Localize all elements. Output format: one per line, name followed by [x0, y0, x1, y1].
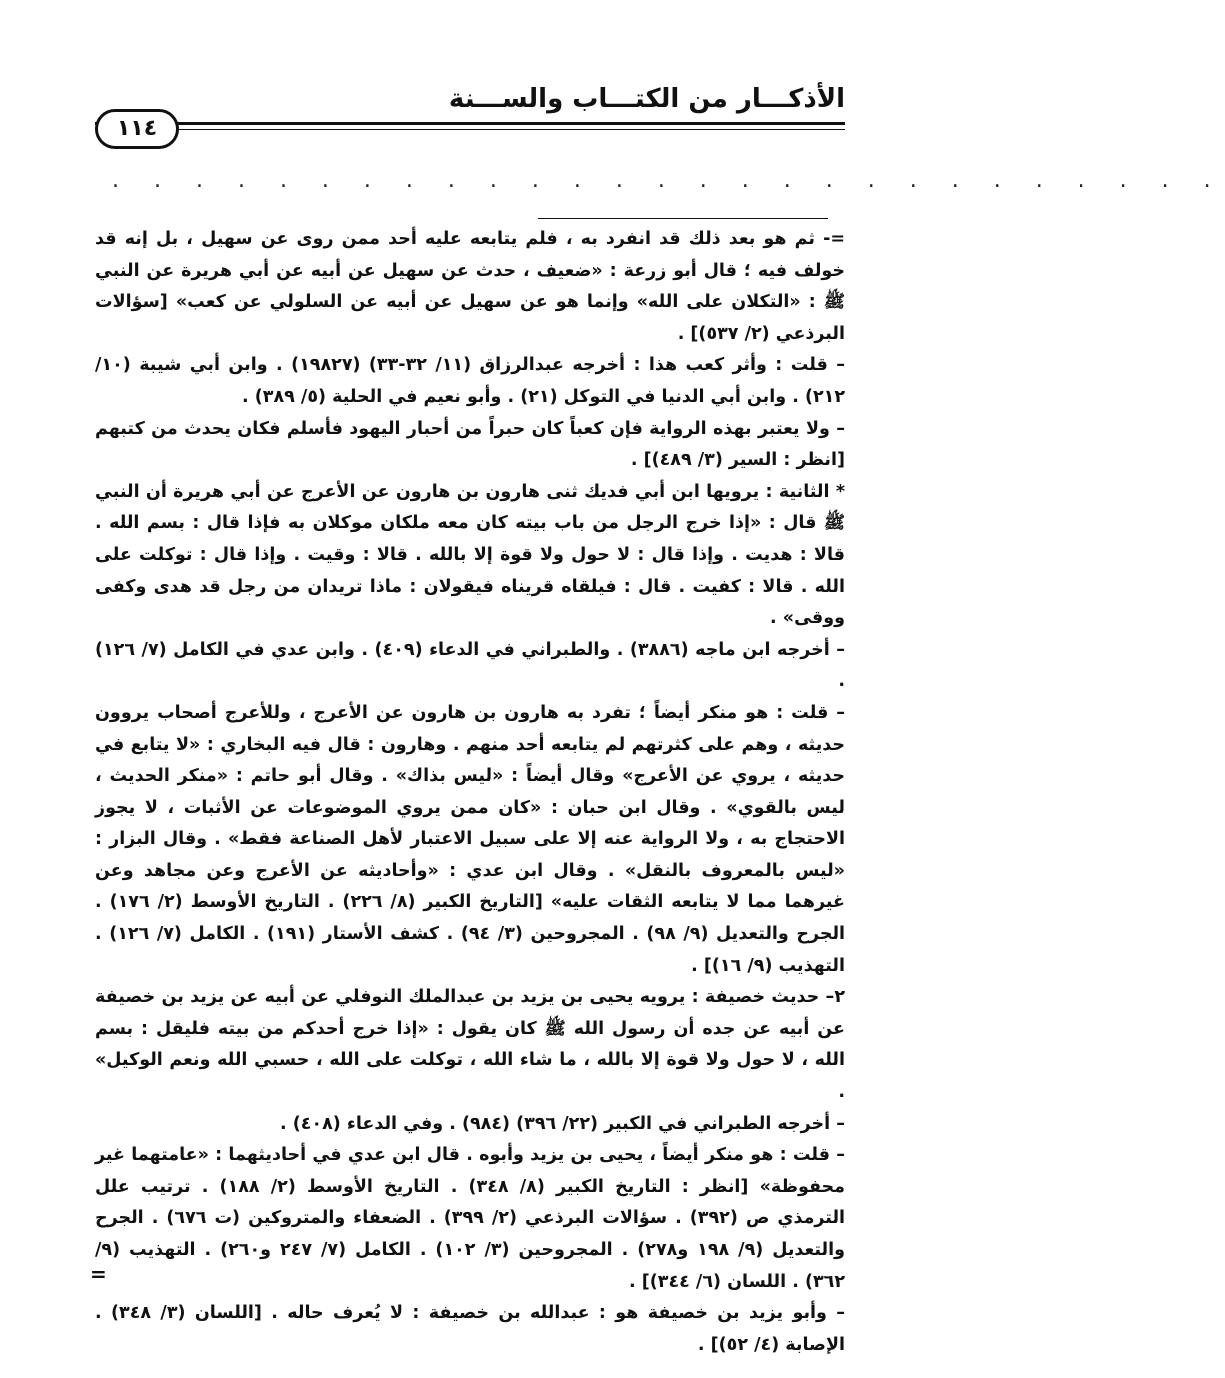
paragraph: * الثانية : يرويها ابن أبي فديك ثنى هارون بن هارون عن الأعرج عن أبي هريرة أن النبي ﷺ قال : «إذا خرج الرجل من باب بيته كان معه ملكان موكلان به فإذا قال : بسم الله . قالا : هديت . وإذا قال : لا حول ولا قوة إلا بالله . قالا : وقيت . وإذا قال : توكلت على الله . قالا : كفيت . قال : فيلقاه قريناه فيقولان : ماذا تريدان من رجل قد هدى وكفى ووقى» . — [95, 481, 845, 629]
paragraph: – قلت : هو منكر أيضاً ، يحيى بن يزيد وأبوه . قال ابن عدي في أحاديثهما : «عامتهما غير محفوظة» [انظر : التاريخ الكبير (٨/ ٣٤٨) . التاريخ الأوسط (٢/ ١٨٨) . ترتيب علل الترمذي ص (٣٩٢) . سؤالات البرذعي (٢/ ٣٩٩) . الضعفاء والمتروكين (ت ٦٧٦) . الجرح والتعديل (٩/ ١٩٨ و٢٧٨) . المجروحين (٣/ ١٠٢) . الكامل (٧/ ٢٤٧ و٢٦٠) . التهذيب (٩/ ٣٦٢) . اللسان (٦/ ٣٤٤)] . — [95, 1145, 846, 1292]
footnote-text — [95, 224, 845, 1361]
dotted-separator: . . . . . . . . . . . . . . . . . . . . . . . . . . . — [112, 168, 1225, 193]
paragraph: – أخرجه الطبراني في الكبير (٢٢/ ٣٩٦) (٩٨٤) . وفي الدعاء (٤٠٨) . — [279, 1113, 845, 1134]
paragraph: =- ثم هو بعد ذلك قد انفرد به ، فلم يتابعه عليه أحد ممن روى عن سهيل ، بل إنه قد خولف فيه ؛ قال أبو زرعة : «ضعيف ، حدث عن سهيل عن أبيه عن أبي هريرة عن النبي ﷺ : «التكلان على الله» وإنما هو عن سهيل عن أبيه عن السلولي عن كعب» [سؤالات البرذعي (٢/ ٥٣٧)] . — [95, 229, 845, 344]
paragraph: – ولا يعتبر بهذه الرواية فإن كعباً كان حبراً من أحبار اليهود فأسلم فكان يحدث من كتبهم [انظر : السير (٣/ ٤٨٩)] . — [95, 418, 845, 471]
page-number: ١١٤ — [95, 109, 179, 149]
running-title: الأذكـــار من الكتـــاب والســـنة — [448, 84, 845, 114]
continuation-mark: = — [90, 1262, 107, 1286]
paragraph: – قلت : هو منكر أيضاً ؛ تفرد به هارون بن هارون عن الأعرج ، وللأعرج أصحاب يروون حديثه ، وهم على كثرتهم لم يتابعه أحد منهم . وهارون : قال فيه البخاري : «لا يتابع في حديثه ، يروي عن الأعرج» وقال أيضاً : «ليس بذاك» . وقال أبو حاتم : «منكر الحديث ، ليس بالقوي» . وقال ابن حبان : «كان ممن يروي الموضوعات عن الأثبات ، لا يجوز الاحتجاج به ، ولا الرواية عنه إلا على سبيل الاعتبار لأهل الصناعة فقط» . وقال البزار : «ليس بالمعروف بالنقل» . وقال ابن عدي : «وأحاديثه عن الأعرج وعن مجاهد وعن غيرهما مما لا يتابعه الثقات عليه» [التاريخ الكبير (٨/ ٢٢٦) . التاريخ الأوسط (٢/ ١٧٦) . الجرح والتعديل (٩/ ٩٨) . المجروحين (٣/ ٩٤) . كشف الأستار (١٩١) . الكامل (٧/ ١٢٦) . التهذيب (٩/ ١٦)] . — [95, 702, 846, 976]
header-rule-thin — [95, 129, 845, 130]
paragraph: – قلت : وأثر كعب هذا : أخرجه عبدالرزاق (١١/ ٣٢-٣٣) (١٩٨٢٧) . وابن أبي شيبة (١٠/ ٢١٢) . وابن أبي الدنيا في التوكل (٢١) . وأبو نعيم في الحلية (٥/ ٣٨٩) . — [95, 355, 846, 407]
footnote-rule — [538, 218, 828, 219]
header-rule — [95, 122, 845, 125]
paragraph: – وأبو يزيد بن خصيفة هو : عبدالله بن خصيفة : لا يُعرف حاله . [اللسان (٣/ ٣٤٨) . الإصابة (٤/ ٥٢)] . — [95, 1303, 846, 1355]
paragraph: ٢– حديث خصيفة : يرويه يحيى بن يزيد بن عبدالملك النوفلي عن أبيه عن يزيد بن خصيفة عن أبيه عن جده أن رسول الله ﷺ كان يقول : «إذا خرج أحدكم من بيته فليقل : بسم الله ، لا حول ولا قوة إلا بالله ، ما شاء الله ، توكلت على الله ، حسبي الله ونعم الوكيل» . — [95, 987, 845, 1103]
paragraph: – أخرجه ابن ماجه (٣٨٨٦) . والطبراني في الدعاء (٤٠٩) . وابن عدي في الكامل (٧/ ١٢٦) . — [95, 639, 846, 692]
